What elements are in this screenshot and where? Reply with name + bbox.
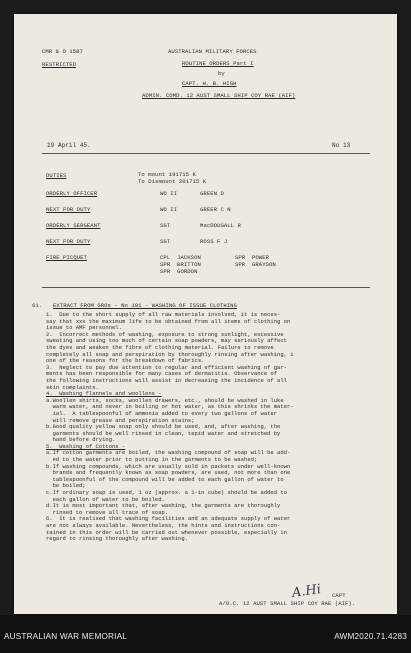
extract-line: tained in this order will be carried out whenever possible, especially in <box>46 528 287 536</box>
extract-line: garments should be well rinsed in clean, tepid water and stretched by <box>46 429 281 437</box>
forces-heading: AUSTRALIAN MILITARY FORCES <box>168 48 257 55</box>
order-number: No 13 <box>332 142 351 149</box>
extract-line: issue to AMF personnel. <box>46 324 122 332</box>
extract-line: regard to rinsing thoroughly after washing. <box>46 535 188 543</box>
extract-line: d.It is most important that, after washing, the garments are thoroughly <box>46 502 281 510</box>
extract-line: brands and frequently known as soap powders, are used, not more than one <box>46 469 291 477</box>
reference-number: CMR & O 1587 <box>42 48 83 55</box>
extract-line: 2. Incorrect methods of washing, exposure to strong sunlight, excessive <box>46 330 284 338</box>
extract-line: tablespoonful of the compound will be added to each gallon of water to <box>46 475 284 483</box>
extract-line: skin complaints. <box>46 383 99 391</box>
orders-heading: ROUTINE ORDERS Part I <box>182 60 254 67</box>
signature-handwritten: A.Hi <box>291 582 322 601</box>
extract-line: completely all soap and perspiration by thoroughly rinsing after washing, i <box>46 350 294 358</box>
extract-line: rinsed to remove all trace of soap. <box>46 508 169 516</box>
extract-line: a.If cotton garments are boiled, the washing compound of soap will be add- <box>46 449 291 457</box>
extract-line: 4. Washing flannels and woollens - <box>46 390 162 398</box>
by-label: by <box>218 70 225 77</box>
picquet-line: CPL JACKSON SPR POWER <box>160 254 270 261</box>
extract-line: hand before drying. <box>46 436 116 444</box>
extract-line: each gallon of water to be boiled. <box>46 495 165 503</box>
extract-number: 61. <box>32 302 43 309</box>
extract-line: a.Woollen shirts, socks, woollen drawers, etc., should be washed in luke <box>46 396 284 404</box>
restricted-label: RESTRICTED <box>42 61 77 68</box>
duty-role: ORDERLY SERGEANT <box>46 222 101 229</box>
duty-role: NEXT FOR DUTY <box>46 206 91 213</box>
divider <box>42 153 370 154</box>
extract-line: b.Good quality yellow soap only should be used, and, after washing, the <box>46 423 281 431</box>
command-line: ADMIN. COMD. 12 AUST SMALL SHIP COY RAE (AIF) <box>142 92 296 99</box>
duty-name: GREEN D <box>200 190 224 197</box>
extract-line: ial. A tablespoonful of ammonia added to every two gallons of water <box>46 409 278 417</box>
extract-line: be boiled; <box>46 482 86 490</box>
picquet-line: SPR BRITTON SPR GRAYSON <box>160 261 276 268</box>
picquet-line: SPR GORDON <box>160 268 198 275</box>
extract-line: ed to the water prior to putting in the garments to be washed; <box>46 456 258 464</box>
footer-institution: AUSTRALIAN WAR MEMORIAL <box>4 632 128 641</box>
divider <box>42 287 370 288</box>
duty-role: NEXT FOR DUTY <box>46 238 91 245</box>
signature-rank: CAPT <box>332 592 346 599</box>
extract-line: c.If ordinary soap is used, 1 oz (approx. a 1-in cube) should be added to <box>46 489 287 497</box>
extract-line: 6. It is realised that washing facilities and an adequate supply of water <box>46 515 291 523</box>
extract-line: b.If washing compounds, which are usually sold in packets under well-known <box>46 462 291 470</box>
extract-line: 1. Due to the short supply of all raw materials involved, it is neces- <box>46 311 281 318</box>
duty-role: ORDERLY OFFICER <box>46 190 98 197</box>
dismount-line: To Dismount 201715 K <box>138 178 207 185</box>
duty-rank: SGT <box>160 222 171 229</box>
signature-block: A/O.C. 12 AUST SMALL SHIP COY RAE (AIF). <box>219 600 356 607</box>
extract-body <box>46 312 376 543</box>
duty-name: MacDOUGALL R <box>200 222 241 229</box>
extract-line: 3. Neglect to pay due attention to regular and efficient washing of gar- <box>46 363 287 371</box>
extract-line: warm water, and never in boiling or hot water, as this shrinks the mater- <box>46 403 294 411</box>
document-page <box>14 14 397 614</box>
duty-rank: WO II <box>160 190 178 197</box>
extract-line: will remove grease and perspiration stains; <box>46 416 195 424</box>
extract-line: the following instructions will assist in decreasing the incidence of all <box>46 376 287 384</box>
duty-name: GREER C N <box>200 206 231 213</box>
captain-name: CAPT. H. B. HIGH <box>182 80 237 87</box>
mount-line: To mount 191715 K <box>138 171 196 178</box>
extract-line: ments has been responsible for many cases of dermatitis. Observance of <box>46 370 278 378</box>
footer-accession: AWM2020.71.4283 <box>334 632 407 641</box>
duty-rank: SGT <box>160 238 171 245</box>
extract-line: one of the reasons for the breakdown of fabrics. <box>46 357 205 365</box>
extract-line: the dyes and weaken the fibre of clothing material. Failure to remove <box>46 343 274 351</box>
date: 19 April 45. <box>47 142 91 149</box>
duty-rank: WO II <box>160 206 178 213</box>
duty-name: ROSS F J <box>200 238 228 245</box>
extract-line: sweating and using too much of certain soap powders, may seriously affect <box>46 337 287 345</box>
extract-line: 5. Washing of Cottons - <box>46 442 126 450</box>
duties-title: DUTIES <box>46 172 67 179</box>
picquet-title: FIRE PICQUET <box>46 254 87 261</box>
extract-line: are not always available. Nevertheless, the hints and instructions con- <box>46 522 281 529</box>
footer-bar <box>0 615 411 653</box>
extract-title: EXTRACT FROM GROs - No 101 - WASHING OF ISSUE CLOTHING <box>53 302 237 309</box>
extract-line: say that xxx the maximum life to be obtained from all items of clothing on <box>46 317 291 325</box>
